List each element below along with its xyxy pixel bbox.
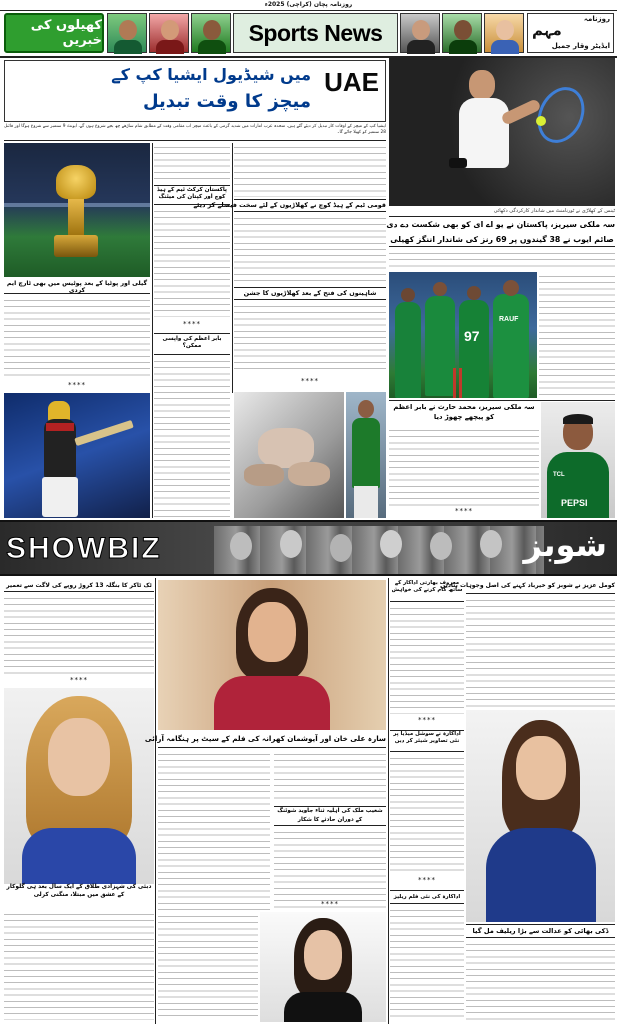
komal-aziz-photo	[466, 710, 615, 922]
jersey-tcl: TCL	[553, 472, 565, 478]
stars-left: ****	[68, 381, 86, 389]
dubai-caption: دبئی کی شہزادی طلاق کے ایک سال بعد ہی گلوکار کے عشق میں مبتلا، منگنی کرلی	[4, 884, 154, 908]
ent-col3-text	[390, 604, 464, 714]
ent-col3-head: معروف بھارتی اداکار کے ساتھ کام کرنے کی خواہش	[390, 580, 464, 602]
col-c-head: شاہینوں کی فتح کے بعد کھلاڑیوں کا جشن	[234, 287, 386, 300]
series-head-1: سہ ملکی سیریز، پاکستان نے یو اے ای کو بھی شکست دے دی	[386, 220, 615, 229]
logo-text: مہم	[532, 21, 562, 39]
stars-ent-3: ****	[418, 716, 436, 724]
team-photo	[389, 272, 537, 398]
col-b-head: قومی ٹیم کے ہیڈ کوچ نے کھلاڑیوں کے لئے سخت فیصلے کر دیئے	[234, 199, 386, 212]
ent-col5-head: شعیب ملک کی اہلیہ ثناء جاوید شوٹنگ کے دوران حادثے کا شکار	[274, 806, 386, 826]
showbiz-urdu: شوبز	[523, 526, 607, 564]
lead-headline-box	[4, 60, 386, 122]
col-a-text-2	[154, 207, 230, 317]
ent-col4-head: کومل عزیز نے شوبز کو خیرباد کہنے کی اصل وجوہات بتادیں	[466, 580, 615, 594]
col-b-text-3	[234, 302, 386, 374]
ent-col1-text	[4, 594, 154, 674]
harris-photo	[541, 402, 615, 518]
actress-bottom-photo	[260, 912, 386, 1022]
showbiz-banner	[0, 520, 617, 576]
sara-text-a	[158, 750, 270, 910]
col-a-text-1	[154, 143, 230, 183]
sara-ali-khan-photo	[158, 580, 386, 730]
tennis-photo	[389, 58, 615, 206]
sara-text-b	[274, 750, 386, 802]
sports-title-text: Sports News	[248, 19, 383, 46]
col-b-text-1	[234, 143, 386, 197]
sports-tab[interactable]	[4, 13, 104, 53]
stars-ent-1: ****	[70, 676, 88, 684]
lead-headline-1: میں شیڈیول ایشیا کپ کے	[111, 65, 311, 84]
col-a-head: پاکستان کرکٹ ٹیم کے ہیڈ کوچ اور کپتان کی میٹنگ	[154, 185, 230, 205]
ent-col7-head: اداکارہ نے سوشل میڈیا پر نئی تصاویر شیئر کر دیں	[390, 730, 464, 752]
ent-col4-text	[466, 596, 615, 708]
dubai-princess-photo	[4, 688, 154, 884]
ent-extra-text	[390, 906, 464, 1020]
player-green-photo	[346, 392, 386, 518]
stars-ent-sara: ****	[321, 900, 339, 908]
series-text-1	[389, 249, 615, 271]
harris-head: سہ ملکی سیریز، محمد حارث نے بابر اعظم کو پیچھے چھوڑ دیا	[393, 403, 535, 421]
newspaper-logo	[527, 13, 614, 53]
player-thumb-4	[400, 13, 440, 53]
player-thumb-1	[107, 13, 147, 53]
cricketer-photo	[4, 393, 150, 518]
logo-sub: روزنامہ	[583, 15, 610, 23]
sara-head: سارہ علی خان اور آیوشمان کھرانہ کی فلم کے سیٹ پر ہنگامہ آرائی	[158, 732, 386, 748]
series-text-2	[539, 272, 615, 398]
ent-col7-text	[390, 754, 464, 874]
player-thumb-6	[484, 13, 524, 53]
uae-tag: UAE	[324, 67, 379, 97]
ent-col1-head: ٹک ٹاکر کا بنگلہ 13 کروڑ روپے کی لاگت سے تعمیر	[4, 580, 154, 592]
col-d-sub	[238, 374, 239, 375]
col-b-text-2	[234, 214, 386, 284]
ent-col6-head: ڈکی بھائی کو عدالت سے بڑا ریلیف مل گیا	[466, 924, 615, 938]
col-left-text-1	[4, 296, 150, 378]
col-a-sub: بابر اعظم کی واپسی ممکن؟	[154, 333, 230, 355]
player-thumb-3	[191, 13, 231, 53]
ent-extra-head: اداکارہ کی نئی فلم ریلیز	[390, 890, 464, 904]
stars-harris: ****	[455, 507, 473, 515]
col-d-head	[236, 374, 237, 375]
showbiz-latin: SHOWBIZ	[6, 532, 162, 565]
player-thumb-5	[442, 13, 482, 53]
date-line: روزنامہ پچان (کراچی) 2025ء	[264, 1, 353, 8]
col-a-text-3	[154, 357, 230, 517]
col-b-sub: ہ	[234, 374, 235, 375]
tennis-caption: ٹینس کے کھلاڑی نے ٹورنامنٹ میں شاندار کارکردگی دکھائی	[493, 208, 615, 214]
jersey-pepsi: PEPSI	[561, 498, 588, 508]
harris-text	[389, 426, 539, 506]
sports-tab-label: کھیلوں کی خبریں	[30, 18, 102, 48]
player-thumb-2	[149, 13, 189, 53]
jersey-name: RAUF	[499, 316, 519, 323]
ent-col1-text-2	[4, 910, 154, 1020]
stars-col-a: ****	[183, 320, 201, 328]
lead-intro: ایشیا کپ کے میچز کے اوقات کار تبدیل کر دیئے گئے ہیں، متحدہ عرب امارات میں شدید گرمی کے باعث میچز اب مقامی وقت کے مطابق شام ساڑھے چھ بجے شروع ہوں گے، ایونٹ 9 ستمبر سے شروع ہوگا اور فائنل 28 ستمبر کو کھیلا جائے گا۔	[4, 124, 386, 136]
jersey-number: 97	[464, 328, 480, 344]
stars-col-b: ****	[301, 377, 319, 385]
editor-name: ایڈیٹر وقار جمیل	[551, 42, 610, 50]
ent-col6-text	[466, 940, 615, 1020]
baby-photo	[234, 392, 344, 518]
ent-col5-text	[274, 828, 386, 908]
sara-text-c	[158, 912, 258, 1020]
series-head-2: صائم ایوب نے 38 گیندوں پر 69 رنز کی شاندار اننگز کھیلی	[389, 233, 615, 247]
stars-ent-7: ****	[418, 876, 436, 884]
lead-headline-2: میچز کا وقت تبدیل	[142, 91, 311, 112]
trophy-caption: گیلی اور پوٹیا کے بعد پوٹیس میں بھی ٹارچ ایم کردی	[4, 280, 150, 294]
trophy-photo	[4, 143, 150, 277]
sports-title	[233, 13, 398, 53]
